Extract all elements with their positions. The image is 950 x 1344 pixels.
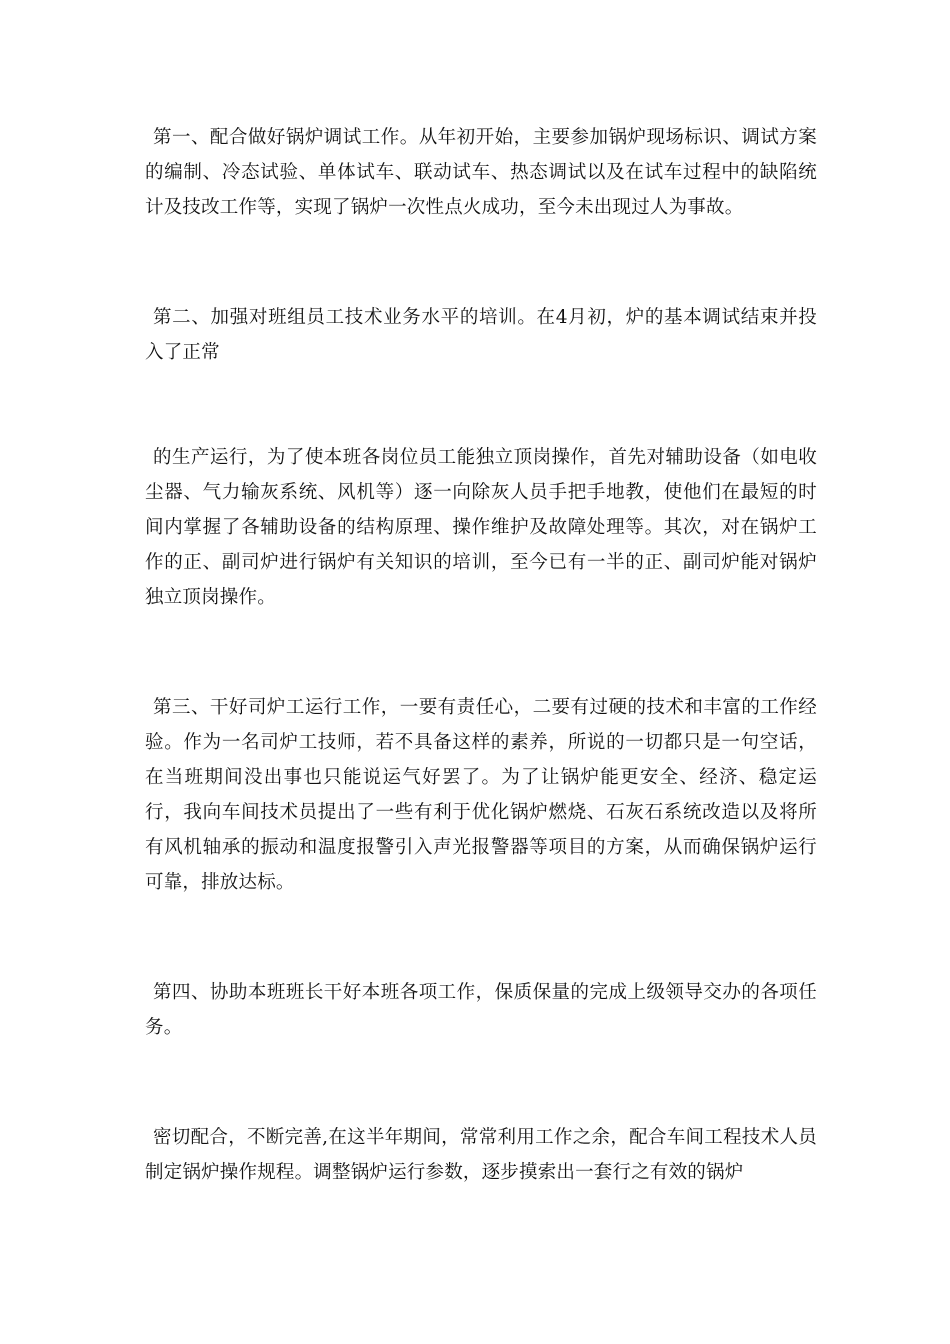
paragraph-staff-training: 第二、加强对班组员工技术业务水平的培训。在4月初，炉的基本调试结束并投入了正常: [145, 307, 817, 363]
paragraph-assist-team-leader: 第四、协助本班班长干好本班各项工作，保质保量的完成上级领导交办的各项任务。: [145, 982, 817, 1038]
paragraph-training-continued: 的生产运行，为了使本班各岗位员工能独立顶岗操作，首先对辅助设备（如电收尘器、气力输灰系统、风机等）逐一向除灰人员手把手地教，使他们在最短的时间内掌握了各辅助设备的结构原理、操作维护及故障处理等。其次，对在锅炉工作的正、副司炉进行锅炉有关知识的培训，至今已有一半的正、副司炉能对锅炉独立顶岗操作。: [145, 447, 817, 608]
paragraph-cooperation: 密切配合，不断完善,在这半年期间，常常利用工作之余，配合车间工程技术人员制定锅炉操作规程。调整锅炉运行参数，逐步摸索出一套行之有效的锅炉: [145, 1127, 817, 1183]
paragraph-operation-work: 第三、干好司炉工运行工作，一要有责任心，二要有过硬的技术和丰富的工作经验。作为一名司炉工技师，若不具备这样的素养，所说的一切都只是一句空话，在当班期间没出事也只能说运气好罢了。为了让锅炉能更安全、经济、稳定运行，我向车间技术员提出了一些有利于优化锅炉燃烧、石灰石系统改造以及将所有风机轴承的振动和温度报警引入声光报警器等项目的方案，从而确保锅炉运行可靠，排放达标。: [145, 697, 817, 893]
paragraph-boiler-commissioning: 第一、配合做好锅炉调试工作。从年初开始，主要参加锅炉现场标识、调试方案的编制、冷态试验、单体试车、联动试车、热态调试以及在试车过程中的缺陷统计及技改工作等，实现了锅炉一次性点火成功，至今未出现过人为事故。: [145, 127, 817, 218]
